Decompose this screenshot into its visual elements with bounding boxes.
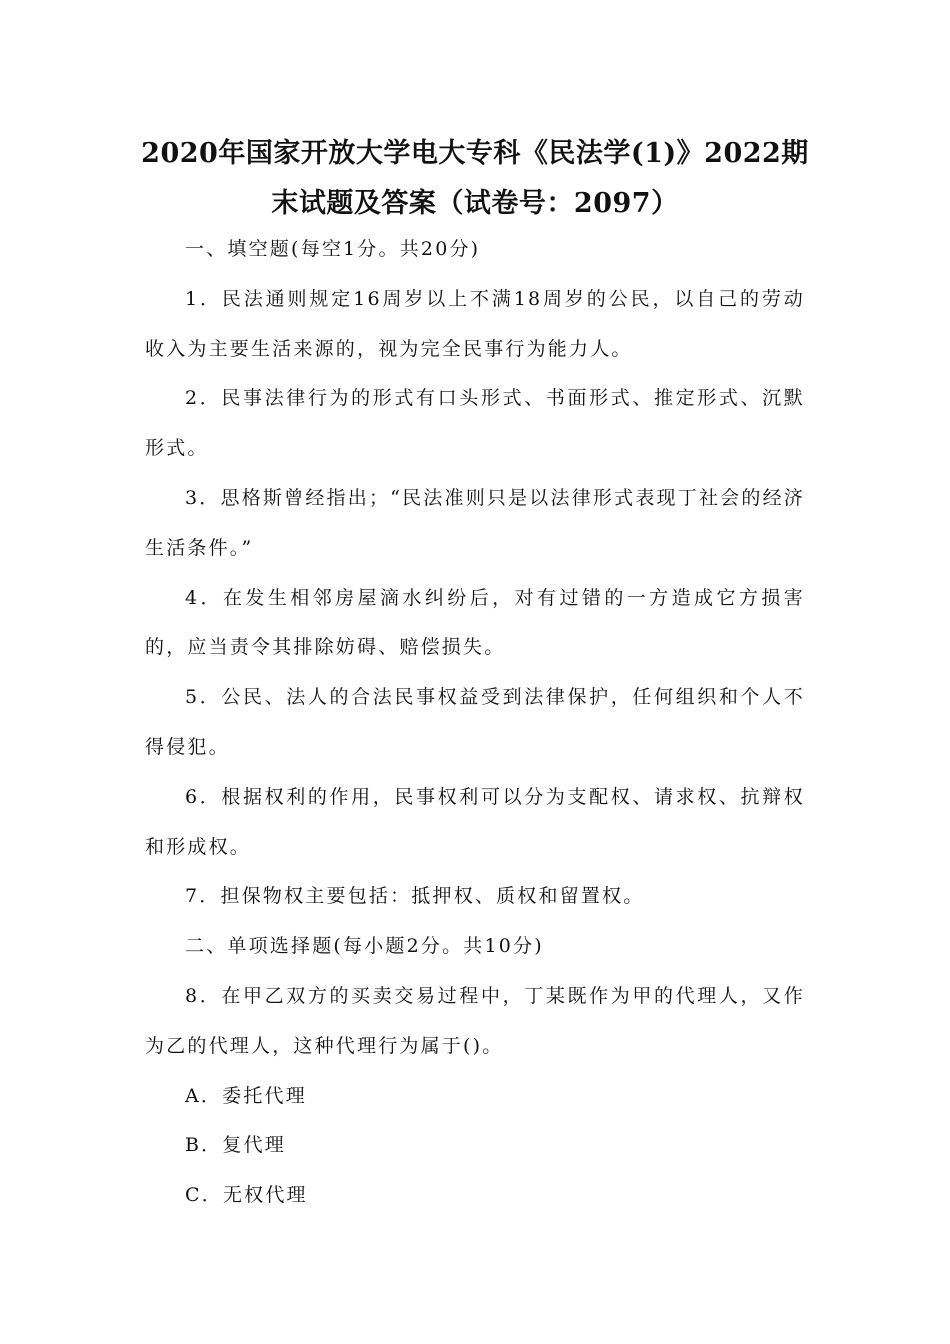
question-6: 6．根据权利的作用，民事权利可以分为支配权、请求权、抗辩权和形成权。	[145, 785, 805, 858]
question-8-option-b: B．复代理	[185, 1134, 286, 1157]
question-8-option-a: A．委托代理	[185, 1084, 307, 1107]
document-title-line-1: 2020年国家开放大学电大专科《民法学(1)》2022期	[141, 138, 809, 169]
question-1: 1．民法通则规定16周岁以上不满18周岁的公民，以自己的劳动收入为主要生活来源的，视为完全民事行为能力人。	[145, 287, 805, 360]
document-body	[145, 225, 805, 1221]
question-5: 5．公民、法人的合法民事权益受到法律保护，任何组织和个人不得侵犯。	[145, 686, 805, 758]
question-3: 3．思格斯曾经指出；“民法准则只是以法律形式表现丁社会的经济生活条件。”	[145, 486, 805, 559]
question-8: 8．在甲乙双方的买卖交易过程中，丁某既作为甲的代理人，又作为乙的代理人，这种代理行为属于()。	[145, 984, 805, 1057]
question-8-option-c: C．无权代理	[185, 1184, 308, 1207]
section-1-heading: 一、填空题(每空1分。共20分)	[185, 238, 481, 260]
section-2-heading: 二、单项选择题(每小题2分。共10分)	[185, 935, 544, 958]
document-title-line-2: 末试题及答案（试卷号：2097）	[271, 188, 679, 219]
question-4: 4．在发生相邻房屋滴水纠纷后，对有过错的一方造成它方损害的，应当责令其排除妨碍、赔偿损失。	[145, 586, 805, 659]
question-2: 2．民事法律行为的形式有口头形式、书面形式、推定形式、沉默形式。	[145, 387, 805, 460]
question-7: 7．担保物权主要包括：抵押权、质权和留置权。	[185, 885, 645, 908]
